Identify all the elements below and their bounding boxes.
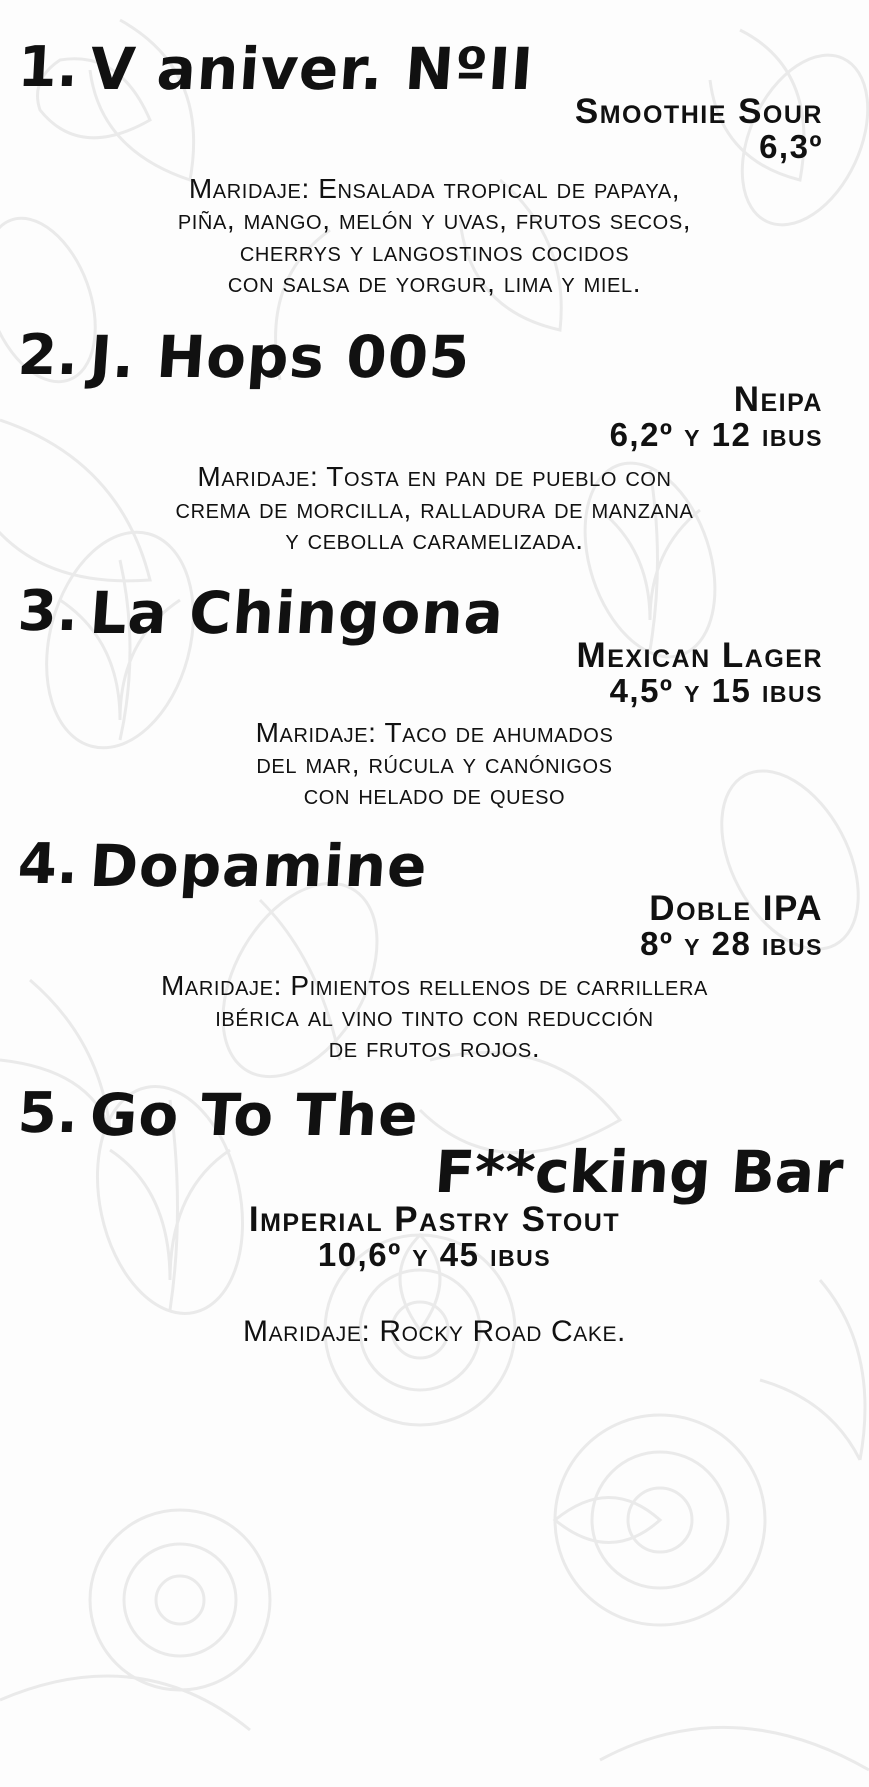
beer-3-pairing-line-3: con helado de queso	[303, 779, 566, 811]
beer-2-name: J. Hops 005	[87, 323, 474, 392]
beer-4-abv: 8º y 28 ibus	[640, 924, 823, 962]
beer-1-name: V aniver. NºII	[87, 35, 537, 103]
beer-5-pairing-lead: Maridaje:	[242, 1314, 371, 1348]
beer-1-pairing-lead: Maridaje:	[188, 173, 310, 204]
beer-5-style: Imperial Pastry Stout	[248, 1199, 621, 1239]
beer-4-title-row	[16, 831, 851, 900]
beer-entry-3	[16, 578, 851, 811]
beer-4-pairing-line-2: ibérica al vino tinto con reducción	[215, 1000, 654, 1032]
beer-1-number: 1.	[16, 35, 80, 100]
beer-entry-4	[16, 831, 851, 1064]
beer-1-title-row	[16, 35, 851, 103]
beer-3-pairing-line-2: del mar, rúcula y canónigos	[256, 747, 613, 779]
beer-5-abv: 10,6º y 45 ibus	[317, 1235, 552, 1273]
beer-5-title-row	[16, 1080, 851, 1149]
beer-5-number: 5.	[16, 1080, 80, 1146]
beer-4-pairing	[18, 970, 851, 1064]
beer-1-abv: 6,3º	[759, 128, 823, 165]
beer-4-pairing-line-1: Pimientos rellenos de carrillera	[290, 969, 708, 1001]
beer-5-pairing-line-1: Rocky Road Cake.	[379, 1314, 626, 1348]
beer-5-name-line-1: Go To The	[87, 1080, 422, 1149]
beer-1-pairing-line-1: Ensalada tropical de papaya,	[318, 173, 681, 204]
beer-2-title-row	[16, 323, 851, 392]
beer-4-pairing-lead: Maridaje:	[161, 969, 282, 1001]
beer-2-style: Neipa	[733, 380, 823, 420]
beer-1-pairing	[18, 173, 851, 298]
beer-1-pairing-line-2: piña, mango, melón y uvas, frutos secos,	[177, 204, 692, 236]
beer-3-pairing-lead: Maridaje:	[255, 716, 377, 748]
beer-3-number: 3.	[16, 578, 80, 644]
beer-4-number: 4.	[16, 831, 80, 897]
beer-3-name: La Chingona	[87, 578, 507, 647]
beer-2-pairing-line-3: y cebolla caramelizada.	[285, 524, 584, 556]
beer-3-title-row	[16, 578, 851, 647]
beer-1-pairing-line-4: con salsa de yorgur, lima y miel.	[227, 267, 642, 299]
beer-4-style: Doble IPA	[649, 888, 823, 928]
beer-entry-2	[16, 323, 851, 556]
beer-2-number: 2.	[16, 323, 80, 389]
beer-2-abv: 6,2º y 12 ibus	[609, 416, 823, 454]
beer-5-pairing	[18, 1315, 851, 1349]
beer-3-pairing-line-1: Taco de ahumados	[384, 716, 614, 748]
beer-entry-1	[16, 35, 851, 299]
beer-3-style: Mexican Lager	[576, 635, 823, 675]
beer-entry-5	[16, 1080, 851, 1349]
beer-1-style: Smoothie Sour	[574, 92, 823, 131]
beer-3-pairing	[18, 717, 851, 811]
beer-3-abv: 4,5º y 15 ibus	[609, 671, 823, 709]
beer-2-pairing-lead: Maridaje:	[197, 461, 319, 493]
beer-2-pairing	[18, 461, 851, 555]
beer-1-pairing-line-3: cherrys y langostinos cocidos	[239, 235, 630, 267]
beer-4-pairing-line-3: de frutos rojos.	[328, 1032, 541, 1064]
beer-2-pairing-line-1: Tosta en pan de pueblo con	[326, 461, 672, 493]
beer-4-name: Dopamine	[87, 831, 431, 900]
beer-2-pairing-line-2: crema de morcilla, ralladura de manzana	[175, 492, 694, 524]
beer-5-name-line-2: F**cking Bar	[432, 1137, 846, 1206]
